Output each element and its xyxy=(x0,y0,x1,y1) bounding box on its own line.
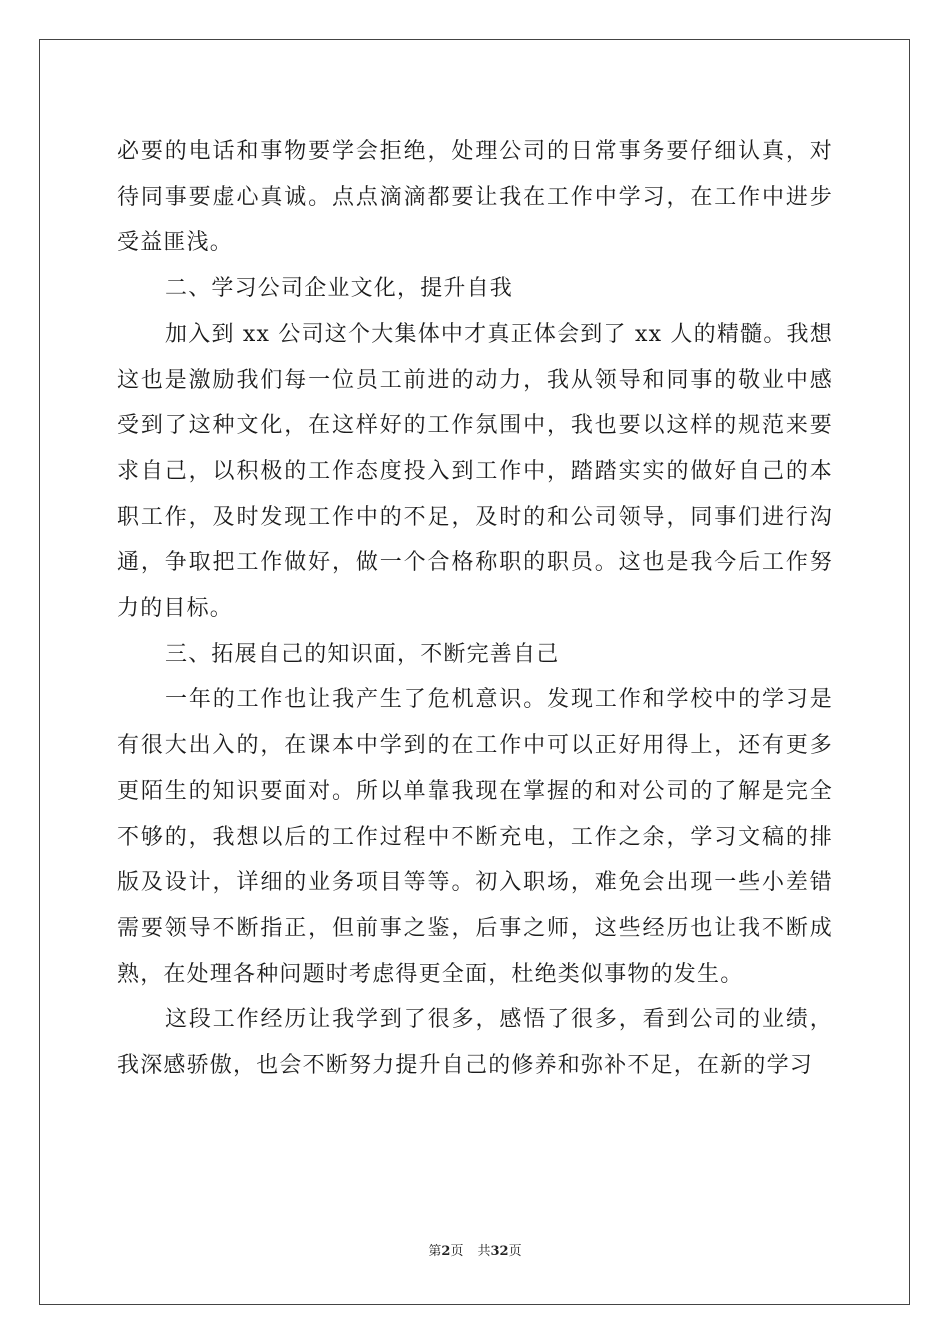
page-suffix: 页 xyxy=(450,1244,464,1259)
document-body xyxy=(117,129,833,1089)
page-footer xyxy=(0,1240,950,1259)
paragraph-conclusion: 这段工作经历让我学到了很多，感悟了很多，看到公司的业绩，我深感骄傲，也会不断努力提升自己的修养和弥补不足，在新的学习 xyxy=(117,1007,833,1079)
section-heading-3: 三、拓展自己的知识面，不断完善自己 xyxy=(165,641,560,667)
paragraph-continuation: 必要的电话和事物要学会拒绝，处理公司的日常事务要仔细认真，对待同事要虚心真诚。点点滴滴都要让我在工作中学习，在工作中进步受益匪浅。 xyxy=(117,139,833,256)
total-prefix: 共 xyxy=(477,1244,491,1259)
page-prefix: 第 xyxy=(428,1244,442,1259)
paragraph-company-culture: 加入到 xx 公司这个大集体中才真正体会到了 xx 人的精髓。我想这也是激励我们每一位员工前进的动力，我从领导和同事的敬业中感受到了这种文化，在这样好的工作氛围中，我也要以这样的规范来要求自己，以积极的工作态度投入到工作中，踏踏实实的做好自己的本职工作，及时发现工作中的不足，及时的和公司领导，同事们进行沟通，争取把工作做好，做一个合格称职的职员。这也是我今后工作努力的目标。 xyxy=(117,321,833,622)
total-suffix: 页 xyxy=(508,1244,522,1259)
section-heading-2: 二、学习公司企业文化，提升自我 xyxy=(165,276,514,302)
paragraph-knowledge: 一年的工作也让我产生了危机意识。发现工作和学校中的学习是有很大出入的，在课本中学到的在工作中可以正好用得上，还有更多更陌生的知识要面对。所以单靠我现在掌握的和对公司的了解是完全不够的，我想以后的工作过程中不断充电，工作之余，学习文稿的排版及设计，详细的业务项目等等。初入职场，难免会出现一些小差错需要领导不断指正，但前事之鉴，后事之师，这些经历也让我不断成熟，在处理各种问题时考虑得更全面，杜绝类似事物的发生。 xyxy=(117,687,833,987)
current-page-number: 2 xyxy=(441,1244,451,1259)
total-pages-number: 32 xyxy=(490,1244,509,1259)
